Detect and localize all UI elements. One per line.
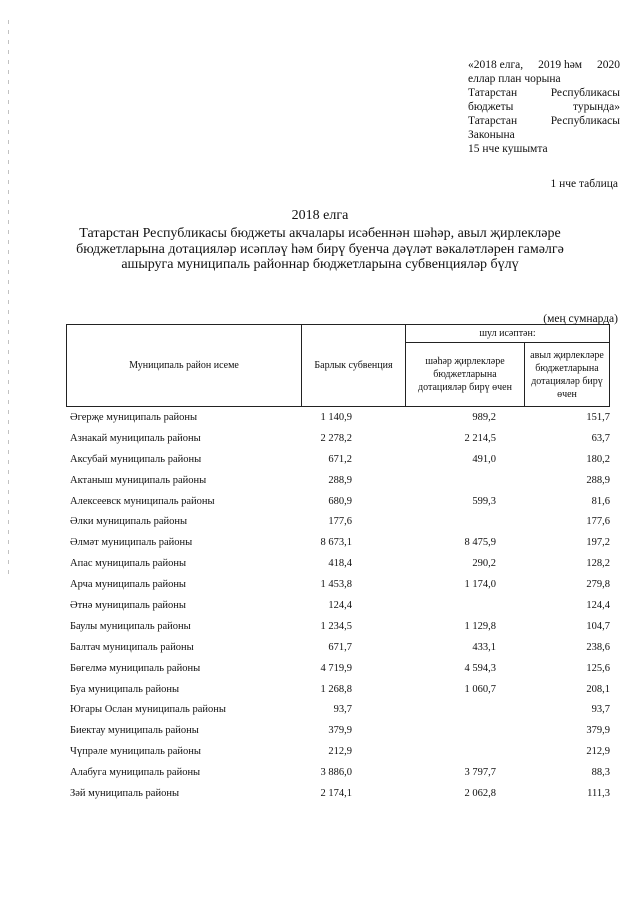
cell-name: Алабуга муниципаль районы xyxy=(70,767,201,779)
page-margin-dots xyxy=(8,20,10,580)
cell-total: 2 278,2 xyxy=(320,432,352,444)
annex-text: Татарстан xyxy=(468,87,518,99)
table-row xyxy=(66,788,610,809)
cell-total: 124,4 xyxy=(328,600,352,612)
annex-text: Татарстан xyxy=(468,115,518,127)
table-row xyxy=(66,621,610,642)
cell-total: 212,9 xyxy=(328,746,352,758)
units-note: (мең сумнарда) xyxy=(543,313,618,325)
cell-total: 1 234,5 xyxy=(320,620,352,632)
cell-total: 3 886,0 xyxy=(320,767,352,779)
annex-text: Республикасы xyxy=(550,115,620,127)
cell-rural: 111,3 xyxy=(587,788,610,800)
cell-rural: 93,7 xyxy=(591,704,610,716)
annex-text: 2019 һәм xyxy=(538,59,583,71)
cell-name: Бөгелмә муниципаль районы xyxy=(70,662,201,674)
cell-rural: 379,9 xyxy=(586,725,610,737)
cell-city: 599,3 xyxy=(472,495,496,507)
cell-name: Югары Ослан муниципаль районы xyxy=(70,704,226,716)
cell-rural: 177,6 xyxy=(586,516,610,528)
cell-total: 177,6 xyxy=(328,516,352,528)
table-row xyxy=(66,663,610,684)
table-row xyxy=(66,496,610,517)
column-header-rural: авыл җирлекләре бюджетларына дотацияләр бирү өчен xyxy=(525,343,610,407)
cell-city: 1 129,8 xyxy=(464,620,496,632)
table-body xyxy=(66,412,610,809)
cell-rural: 81,6 xyxy=(591,495,610,507)
cell-city: 3 797,7 xyxy=(464,767,496,779)
cell-city: 290,2 xyxy=(472,558,496,570)
cell-total: 4 719,9 xyxy=(320,662,352,674)
cell-name: Биектау муниципаль районы xyxy=(70,725,199,737)
cell-name: Алексеевск муниципаль районы xyxy=(70,495,215,507)
table-row xyxy=(66,684,610,705)
cell-name: Зәй муниципаль районы xyxy=(70,788,180,800)
cell-rural: 197,2 xyxy=(586,537,610,549)
cell-total: 2 174,1 xyxy=(320,788,352,800)
cell-total: 680,9 xyxy=(328,495,352,507)
cell-rural: 128,2 xyxy=(586,558,610,570)
cell-total: 1 453,8 xyxy=(320,579,352,591)
cell-rural: 124,4 xyxy=(586,600,610,612)
table-row xyxy=(66,475,610,496)
table-row xyxy=(66,642,610,663)
annex-text: «2018 елга, xyxy=(468,59,524,71)
cell-city: 1 174,0 xyxy=(464,579,496,591)
column-header-city: шәһәр җирлекләре бюджетларына дотацияләр бирү өчен xyxy=(406,343,525,407)
cell-name: Әгерҗе муниципаль районы xyxy=(70,412,198,423)
cell-name: Чүпрәле муниципаль районы xyxy=(70,746,201,758)
cell-name: Буа муниципаль районы xyxy=(70,683,180,695)
cell-name: Актаныш муниципаль районы xyxy=(70,474,207,486)
cell-name: Әлки муниципаль районы xyxy=(70,516,188,528)
cell-city: 4 594,3 xyxy=(464,662,496,674)
table-row xyxy=(66,704,610,725)
column-header-including: шул исәптән: xyxy=(406,325,610,343)
table-row xyxy=(66,558,610,579)
table-row xyxy=(66,537,610,558)
column-header-total: Барлык субвенция xyxy=(302,325,406,407)
cell-city: 433,1 xyxy=(472,641,496,653)
annex-text: Республикасы xyxy=(550,87,620,99)
table-row xyxy=(66,454,610,475)
cell-city: 1 060,7 xyxy=(464,683,496,695)
table-row xyxy=(66,433,610,454)
cell-rural: 151,7 xyxy=(586,412,610,423)
cell-total: 379,9 xyxy=(328,725,352,737)
heading-year: 2018 елга xyxy=(291,208,349,223)
cell-name: Арча муниципаль районы xyxy=(70,579,186,591)
cell-total: 671,2 xyxy=(328,453,352,465)
table-header xyxy=(66,324,610,407)
cell-name: Баулы муниципаль районы xyxy=(70,620,191,632)
cell-rural: 238,6 xyxy=(586,641,610,653)
cell-total: 93,7 xyxy=(333,704,352,716)
cell-rural: 125,6 xyxy=(586,662,610,674)
annex-text: еллар план чорына xyxy=(468,73,561,85)
cell-rural: 88,3 xyxy=(591,767,610,779)
cell-rural: 63,7 xyxy=(591,432,610,444)
column-header-name: Муниципаль район исеме xyxy=(67,325,302,407)
cell-total: 8 673,1 xyxy=(320,537,352,549)
table-row xyxy=(66,725,610,746)
cell-rural: 279,8 xyxy=(586,579,610,591)
cell-city: 8 475,9 xyxy=(464,537,496,549)
annex-text: 2020 xyxy=(597,59,620,71)
cell-name: Апас муниципаль районы xyxy=(70,558,186,570)
cell-name: Әлмәт муниципаль районы xyxy=(70,537,193,549)
cell-name: Балтач муниципаль районы xyxy=(70,641,194,653)
cell-total: 288,9 xyxy=(328,474,352,486)
annex-text: 15 нче кушымта xyxy=(468,143,548,155)
annex-reference xyxy=(468,58,620,156)
cell-city: 491,0 xyxy=(472,453,496,465)
cell-name: Аксубай муниципаль районы xyxy=(70,453,202,465)
table-row xyxy=(66,516,610,537)
cell-city: 2 214,5 xyxy=(464,432,496,444)
table-row xyxy=(66,746,610,767)
cell-rural: 288,9 xyxy=(586,474,610,486)
cell-rural: 104,7 xyxy=(586,620,610,632)
cell-rural: 180,2 xyxy=(586,453,610,465)
cell-name: Азнакай муниципаль районы xyxy=(70,432,201,444)
table-number: 1 нче таблица xyxy=(550,178,618,190)
page-title: Татарстан Республикасы бюджеты акчалары исәбеннән шәһәр, авыл җирлекләре бюджетларына дотацияләр исәпләү һәм бирү буенча дәүләт вәкаләтләрен гамәлгә ашыруга муниципаль районнар бюджетларына субвенцияләр бүлү xyxy=(76,226,564,272)
table-row xyxy=(66,767,610,788)
cell-rural: 212,9 xyxy=(586,746,610,758)
annex-text: бюджеты xyxy=(468,101,514,113)
cell-rural: 208,1 xyxy=(586,683,610,695)
cell-total: 418,4 xyxy=(328,558,352,570)
cell-city: 989,2 xyxy=(472,412,496,423)
annex-text: Законына xyxy=(468,129,515,141)
table-row xyxy=(66,412,610,433)
table-row xyxy=(66,579,610,600)
cell-total: 1 140,9 xyxy=(320,412,352,423)
table-row xyxy=(66,600,610,621)
annex-text: турында» xyxy=(573,101,620,113)
cell-city: 2 062,8 xyxy=(464,788,496,800)
cell-name: Әтнә муниципаль районы xyxy=(70,600,186,612)
cell-total: 1 268,8 xyxy=(320,683,352,695)
cell-total: 671,7 xyxy=(328,641,352,653)
